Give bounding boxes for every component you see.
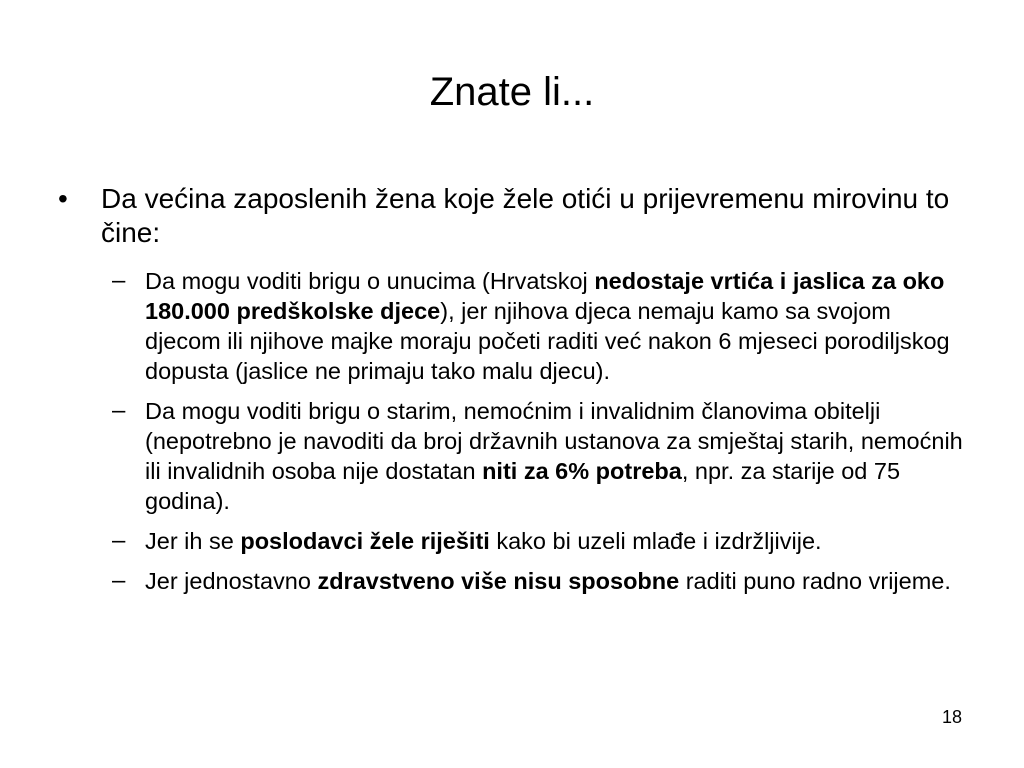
text-segment: Da mogu voditi brigu o unucima (Hrvatskoj bbox=[145, 268, 595, 294]
dash-marker: – bbox=[112, 267, 126, 294]
sub-bullet-text bbox=[145, 266, 972, 386]
sub-bullet-item-3 bbox=[112, 526, 972, 556]
sub-bullet-text bbox=[145, 566, 972, 596]
sub-bullet-item-2 bbox=[112, 396, 972, 516]
sub-bullet-item-4 bbox=[112, 566, 972, 596]
text-segment: Jer ih se bbox=[145, 528, 241, 554]
bold-segment: niti za 6% potreba bbox=[482, 458, 682, 484]
bold-segment: poslodavci žele riješiti bbox=[240, 528, 490, 554]
dash-marker: – bbox=[112, 527, 126, 554]
text-segment: ), jer njihova djeca nemaju kamo sa svojom djecom ili njihove majke moraju početi raditi već nakon 6 mjeseci porodiljskog dopusta (jaslice ne primaju tako malu djecu). bbox=[145, 298, 950, 384]
slide-title: Znate li... bbox=[429, 70, 595, 114]
sub-bullet-text bbox=[145, 526, 972, 556]
text-segment: kako bi uzeli mlađe i izdržljivije. bbox=[489, 528, 822, 554]
sub-bullet-list bbox=[112, 266, 972, 606]
dash-marker: – bbox=[112, 567, 126, 594]
text-segment: Da mogu voditi brigu o starim, nemoćnim i invalidnim članovima obitelji (nepotrebno je navoditi da broj državnih ustanova za smještaj starih, nemoćnih ili invalidnih osoba nije dostatan bbox=[145, 398, 963, 484]
bold-segment: zdravstveno više nisu sposobne bbox=[317, 568, 680, 594]
bold-segment: nedostaje vrtića i jaslica za oko 180.000 predškolske djece bbox=[145, 268, 945, 324]
dash-marker: – bbox=[112, 397, 126, 424]
bullet-marker: • bbox=[58, 183, 68, 214]
page-number: 18 bbox=[941, 707, 962, 727]
sub-bullet-item-1 bbox=[112, 266, 972, 386]
text-segment: Jer jednostavno bbox=[145, 568, 318, 594]
main-bullet bbox=[58, 182, 978, 250]
sub-bullet-text bbox=[145, 396, 972, 516]
text-segment: raditi puno radno vrijeme. bbox=[679, 568, 951, 594]
main-bullet-text: Da većina zaposlenih žena koje žele otići u prijevremenu mirovinu to čine: bbox=[101, 183, 950, 248]
text-segment: , npr. za starije od 75 godina). bbox=[145, 458, 901, 514]
